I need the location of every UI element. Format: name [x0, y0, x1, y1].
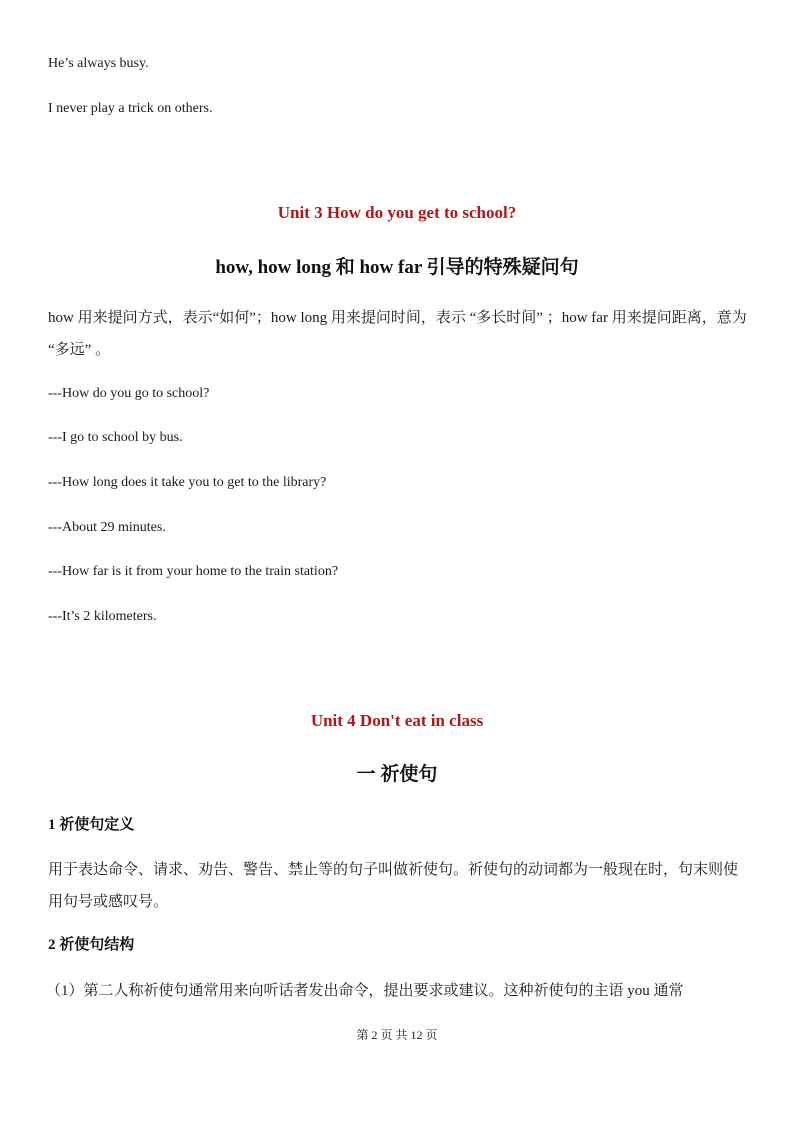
unit-4-section-title: 一 祈使句 — [356, 764, 438, 785]
definition-text: 用于表达命令、请求、劝告、警告、禁止等的句子叫做祈使句。祈使句的动词都为一般现在时，句末则使用句号或感叹号。 — [48, 862, 739, 910]
text-line: I never play a trick on others. — [48, 101, 213, 116]
unit-3-title: Unit 3 How do you get to school? — [277, 203, 517, 222]
dialogue-line: ---How long does it take you to get to the library? — [48, 475, 327, 490]
unit-3-explanation: how 用来提问方式，表示“如何”；how long 用来提问时间，表示 “多长时间” ；how far 用来提问距离，意为 “多远” 。 — [48, 310, 747, 358]
dialogue-line: ---How do you go to school? — [48, 386, 210, 401]
structure-heading: 2 祈使句结构 — [48, 937, 135, 953]
structure-text: （1）第二人称祈使句通常用来向听话者发出命令，提出要求或建议。这种祈使句的主语 you 通常 — [46, 983, 684, 999]
dialogue-line: ---It’s 2 kilometers. — [48, 609, 157, 624]
dialogue-line: ---I go to school by bus. — [48, 430, 183, 445]
page-footer: 第 2 页 共 12 页 — [356, 1028, 438, 1042]
unit-4-title: Unit 4 Don't eat in class — [310, 711, 484, 730]
dialogue-line: ---About 29 minutes. — [48, 520, 166, 535]
dialogue-line: ---How far is it from your home to the train station? — [48, 564, 339, 579]
unit-3-section-title: how, how long 和 how far 引导的特殊疑问句 — [215, 257, 579, 278]
text-line: He’s always busy. — [48, 56, 149, 71]
definition-heading: 1 祈使句定义 — [48, 817, 135, 833]
